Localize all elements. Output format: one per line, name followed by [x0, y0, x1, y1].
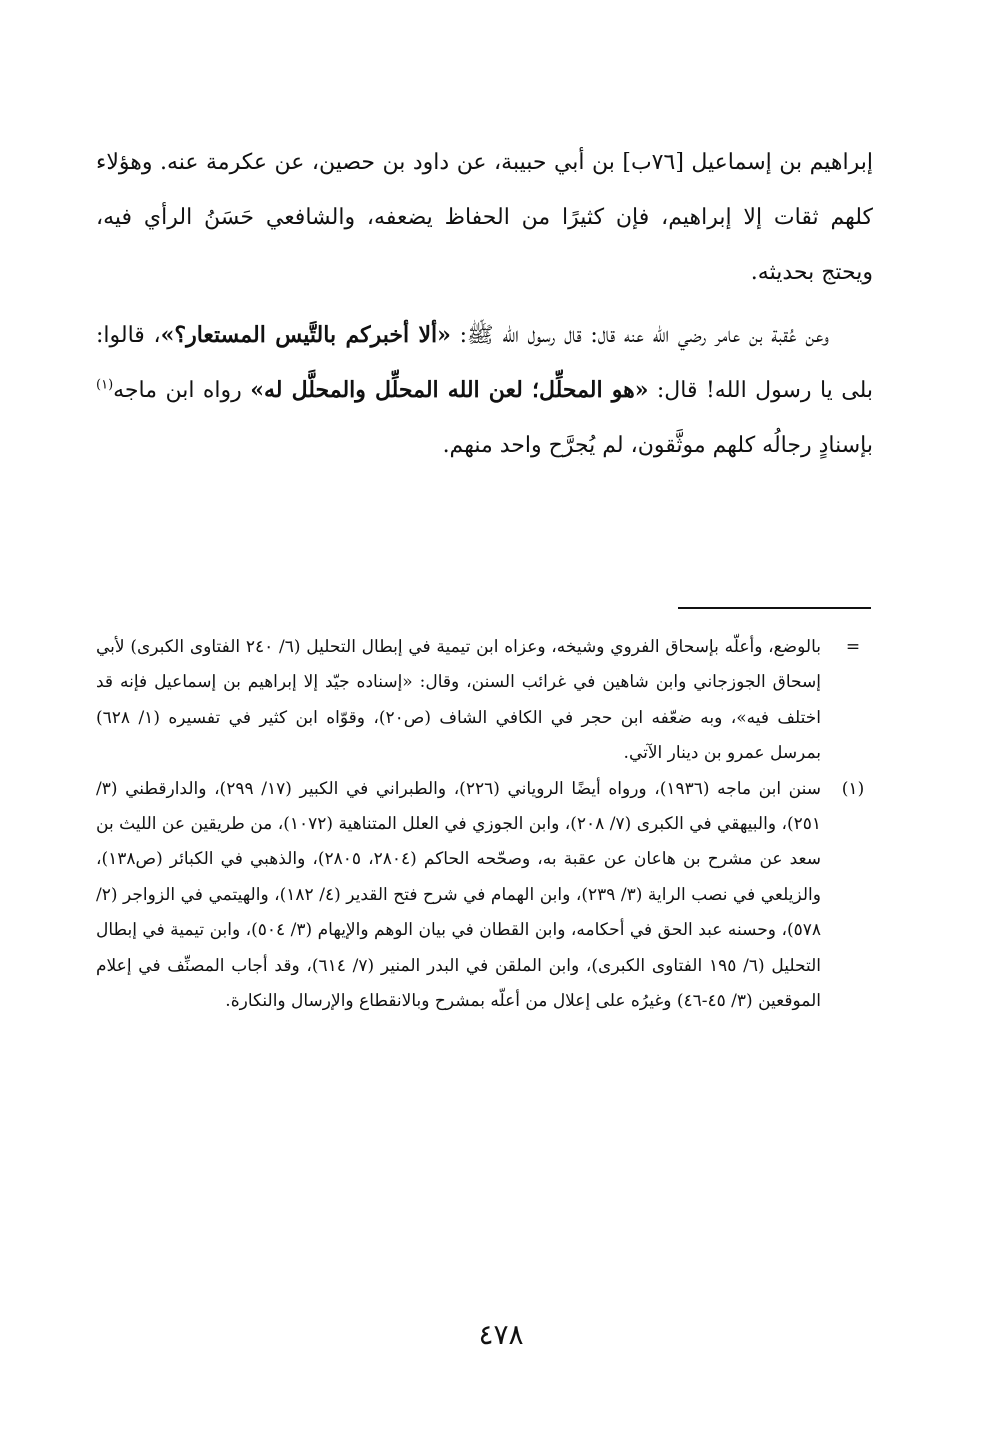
hadith-quote-2: «هو المحلِّل؛ لعن الله المحلِّل والمحلَّل له»: [250, 377, 649, 403]
footnotes: [96, 630, 873, 1019]
paragraph-2-text-1: وعن عُقبة بن عامر رضي الله عنه قال: قال رسول الله ﷺ:: [450, 323, 830, 348]
footnote-separator: [678, 607, 871, 609]
paragraph-2-text-4: بإسنادٍ رجالُه كلهم موثَّقون، لم يُجرَّح واحد منهم.: [442, 433, 873, 458]
footnote-marker: =: [845, 637, 861, 657]
footnote-reference: (١): [96, 377, 114, 393]
footnote-marker: (١): [841, 778, 865, 799]
paragraph-2-text-3: رواه ابن ماجه: [113, 378, 251, 403]
footnote-1: [96, 772, 873, 1020]
paragraph-1: إبراهيم بن إسماعيل [٧٦ب] بن أبي حبيبة، عن داود بن حصين، عن عكرمة عنه. وهؤلاء كلهم ثقات إلا إبراهيم، فإن كثيرًا من الحفاظ يضعفه، والشافعي حَسَنُ الرأي فيه، ويحتج بحديثه.: [96, 150, 873, 285]
hadith-quote-1: «ألا أخبركم بالتَّيس المستعار؟»: [160, 322, 451, 348]
footnote-text: سنن ابن ماجه (١٩٣٦)، ورواه أيضًا الروياني (٢٢٦)، والطبراني في الكبير (١٧/ ٢٩٩)، والدارقطني (٣/ ٢٥١)، والبيهقي في الكبرى (٧/ ٢٠٨)، وابن الجوزي في العلل المتناهية (١٠٧٢)، من طريقين عن الليث بن سعد عن مشرح بن هاعان عن عقبة به، وصحّحه الحاكم (٢٨٠٤، ٢٨٠٥)، والذهبي في الكبائر (ص١٣٨)، والزيلعي في نصب الراية (٣/ ٢٣٩)، وابن الهمام في شرح فتح القدير (٤/ ١٨٢)، والهيتمي في الزواجر (٢/ ٥٧٨)، وحسنه عبد الحق في أحكامه، وابن القطان في بيان الوهم والإيهام (٣/ ٥٠٤)، وابن تيمية في إبطال التحليل (٦/ ١٩٥ الفتاوى الكبرى)، وابن الملقن في البدر المنير (٧/ ٦١٤)، وقد أجاب المصنِّف في إعلام الموقعين (٣/ ٤٥-٤٦) وغيرُه على إعلال من أعلّه بمشرح وبالانقطاع والإرسال والنكارة.: [96, 778, 822, 1012]
paragraph-2-text-2: ، قالوا: بلى يا رسول الله! قال:: [96, 323, 873, 403]
footnote-text: بالوضع، وأعلّه بإسحاق الفروي وشيخه، وعزاه ابن تيمية في إبطال التحليل (٦/ ٢٤٠ الفتاوى الكبرى) لأبي إسحاق الجوزجاني وابن شاهين في غرائب السنن، وقال: «إسناده جيّد إلا إبراهيم بن إسماعيل فإنه قد اختلف فيه»، وبه ضعّفه ابن حجر في الكافي الشاف (ص٢٠)، وقوّاه ابن كثير في تفسيره (١/ ٦٢٨) بمرسل عمرو بن دينار الآتي.: [96, 637, 821, 764]
paragraph-2: [96, 308, 873, 473]
main-text: [96, 135, 873, 473]
footnote-continuation: [96, 630, 873, 772]
page-number: ٤٧٨: [478, 1318, 524, 1351]
